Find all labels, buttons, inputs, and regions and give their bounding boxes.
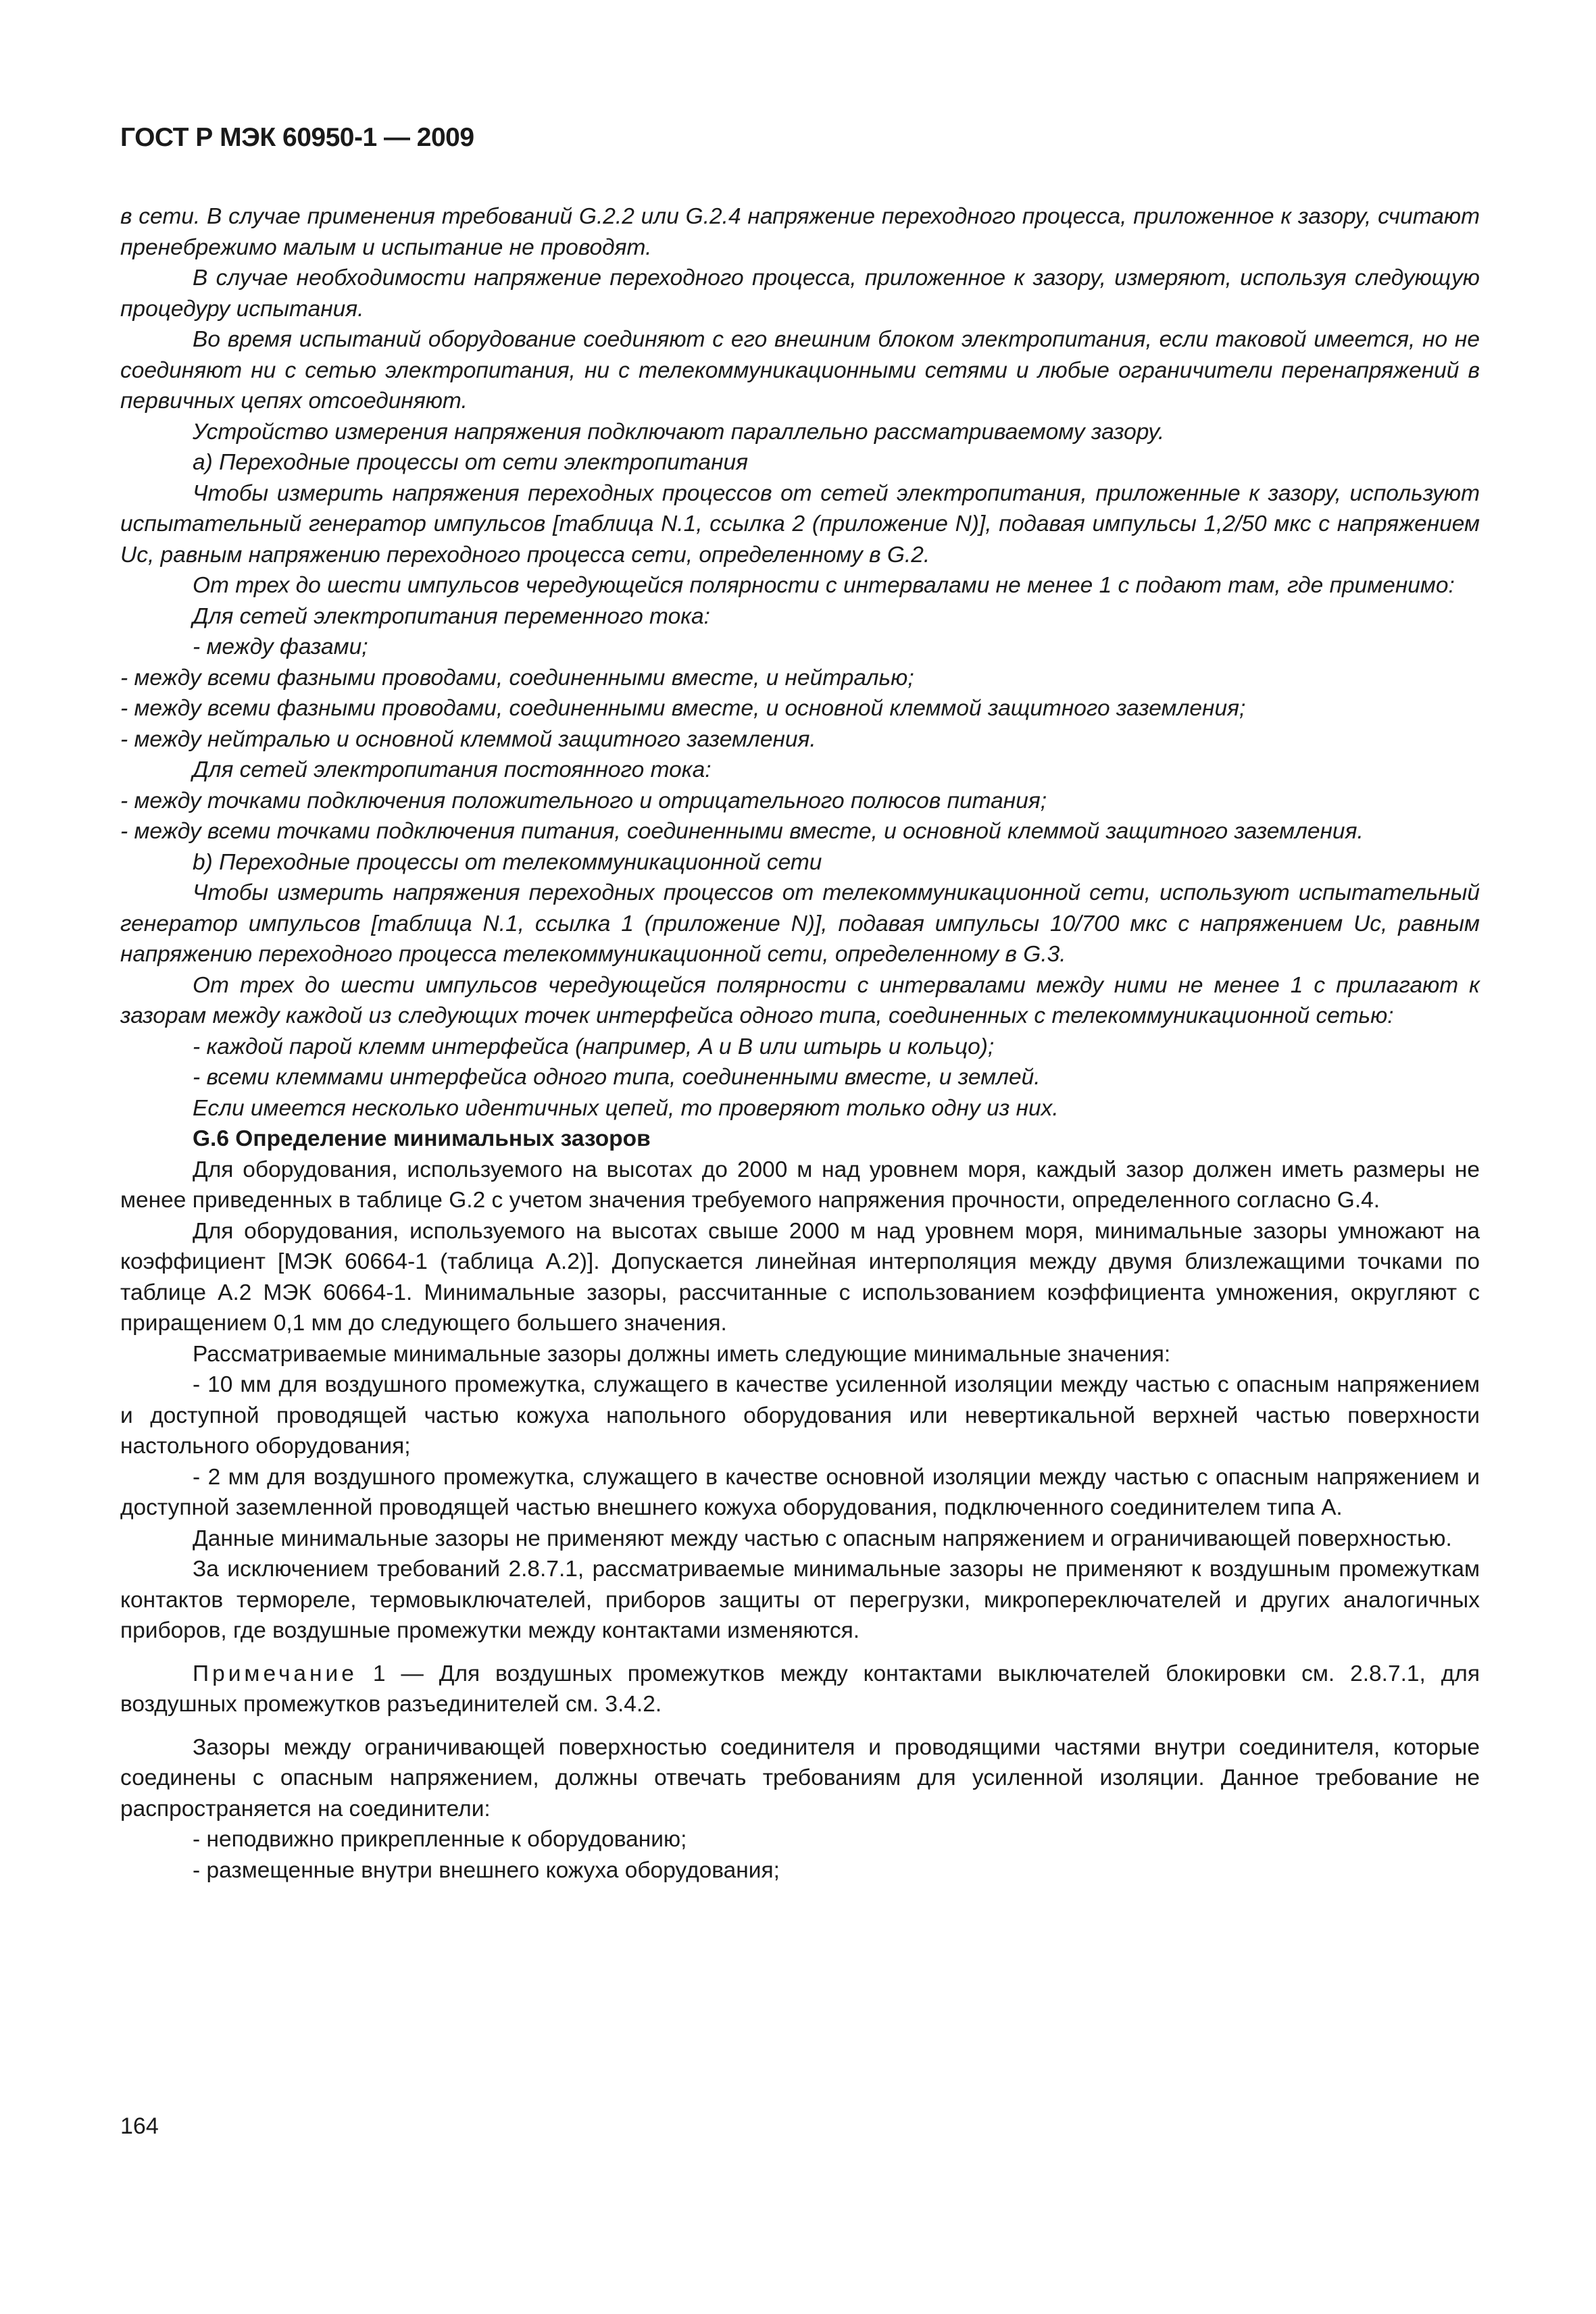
paragraph: Для сетей электропитания переменного тока: bbox=[193, 603, 710, 629]
note-label: Примечание bbox=[193, 1661, 357, 1686]
paragraph: Зазоры между ограничивающей поверхностью соединителя и проводящими частями внутри соединителя, которые соединены с опасным напряжением, должны отвечать требованиям для усиленной изоляции. Данное требование не распространяется на соединители: bbox=[120, 1734, 1480, 1821]
page-body bbox=[120, 201, 1480, 1886]
note bbox=[120, 1659, 1480, 1720]
list-item: - между всеми фазными проводами, соединенными вместе, и основной клеммой защитного заземления; bbox=[120, 696, 1246, 721]
list-item: - между нейтралью и основной клеммой защитного заземления. bbox=[120, 726, 816, 752]
paragraph: Если имеется несколько идентичных цепей, то проверяют только одну из них. bbox=[193, 1095, 1059, 1121]
paragraph: За исключением требований 2.8.7.1, рассматриваемые минимальные зазоры не применяют к воздушным промежуткам контактов термореле, термовыключателей, приборов защиты от перегрузки, микропереключателей и других аналогичных приборов, где воздушные промежутки между контактами изменяются. bbox=[120, 1557, 1480, 1643]
list-item: - размещенные внутри внешнего кожуха оборудования; bbox=[193, 1857, 780, 1883]
paragraph: Рассматриваемые минимальные зазоры должны иметь следующие минимальные значения: bbox=[193, 1341, 1171, 1367]
paragraph: Во время испытаний оборудование соединяют с его внешним блоком электропитания, если таковой имеется, но не соединяют ни с сетью электропитания, ни с телекоммуникационными сетями и любые ограничители перенапряжений в первичных цепях отсоединяют. bbox=[120, 327, 1480, 413]
paragraph: От трех до шести импульсов чередующейся полярности с интервалами между ними не менее 1 с прилагают к зазорам между каждой из следующих точек интерфейса одного типа, соединенных с телекоммуникационной сетью: bbox=[120, 972, 1480, 1028]
paragraph: В случае необходимости напряжение переходного процесса, приложенное к зазору, измеряют, используя следующую процедуру испытания. bbox=[120, 266, 1480, 322]
list-item: - всеми клеммами интерфейса одного типа, соединенными вместе, и землей. bbox=[193, 1065, 1041, 1090]
document-header: ГОСТ Р МЭК 60950-1 — 2009 bbox=[120, 123, 474, 152]
paragraph: От трех до шести импульсов чередующейся полярности с интервалами не менее 1 с подают там, где применимо: bbox=[193, 573, 1455, 598]
page-number: 164 bbox=[120, 2113, 159, 2139]
list-item: - каждой парой клемм интерфейса (например, A и B или штырь и кольцо); bbox=[193, 1034, 995, 1059]
subsection-a-title: a) Переходные процессы от сети электропитания bbox=[193, 450, 749, 475]
paragraph: Для оборудования, используемого на высотах свыше 2000 м над уровнем моря, минимальные зазоры умножают на коэффициент [МЭК 60664-1 (таблица A.2)]. Допускается линейная интерполяция между двумя близлежащими точками по таблице A.2 МЭК 60664-1. Минимальные зазоры, рассчитанные с использованием коэффициента умножения, округляют с приращением 0,1 мм до следующего большего значения. bbox=[120, 1218, 1480, 1336]
paragraph: Для оборудования, используемого на высотах до 2000 м над уровнем моря, каждый зазор должен иметь размеры не менее приведенных в таблице G.2 с учетом значения требуемого напряжения прочности, определенного согласно G.4. bbox=[120, 1157, 1480, 1213]
list-item: - 10 мм для воздушного промежутка, служащего в качестве усиленной изоляции между частью с опасным напряжением и доступной проводящей частью кожуха напольного оборудования или невертикальной верхней частью поверхности настольного оборудования; bbox=[120, 1372, 1480, 1459]
paragraph: Данные минимальные зазоры не применяют между частью с опасным напряжением и ограничивающей поверхностью. bbox=[193, 1526, 1452, 1551]
section-heading: G.6 Определение минимальных зазоров bbox=[193, 1126, 651, 1151]
subsection-b-title: b) Переходные процессы от телекоммуникационной сети bbox=[193, 849, 822, 875]
list-item: - между всеми точками подключения питания, соединенными вместе, и основной клеммой защитного заземления. bbox=[120, 819, 1364, 844]
list-item: - между точками подключения положительного и отрицательного полюсов питания; bbox=[120, 788, 1047, 813]
list-item: - неподвижно прикрепленные к оборудованию; bbox=[193, 1827, 687, 1852]
note-text: 1 — Для воздушных промежутков между контактами выключателей блокировки см. 2.8.7.1, для воздушных промежутков разъединителей см. 3.4.2. bbox=[120, 1661, 1480, 1717]
list-item: - 2 мм для воздушного промежутка, служащего в качестве основной изоляции между частью с опасным напряжением и доступной заземленной проводящей частью внешнего кожуха оборудования, подключенного соединителем типа A. bbox=[120, 1464, 1480, 1520]
paragraph: в сети. В случае применения требований G.2.2 или G.2.4 напряжение переходного процесса, приложенное к зазору, считают пренебрежимо малым и испытание не проводят. bbox=[120, 204, 1480, 260]
paragraph: Чтобы измерить напряжения переходных процессов от телекоммуникационной сети, используют испытательный генератор импульсов [таблица N.1, ссылка 1 (приложение N)], подавая импульсы 10/700 мкс с напряжением Uc, равным напряжению переходного процесса телекоммуникационной сети, определенному в G.3. bbox=[120, 880, 1480, 967]
paragraph: Чтобы измерить напряжения переходных процессов от сетей электропитания, приложенные к зазору, используют испытательный генератор импульсов [таблица N.1, ссылка 2 (приложение N)], подавая импульсы 1,2/50 мкс с напряжением Uc, равным напряжению переходного процесса сети, определенному в G.2. bbox=[120, 480, 1480, 568]
paragraph: Устройство измерения напряжения подключают параллельно рассматриваемому зазору. bbox=[193, 419, 1165, 445]
list-item: - между фазами; bbox=[193, 634, 368, 659]
list-item: - между всеми фазными проводами, соединенными вместе, и нейтралью; bbox=[120, 665, 914, 690]
paragraph: Для сетей электропитания постоянного тока: bbox=[193, 757, 712, 782]
